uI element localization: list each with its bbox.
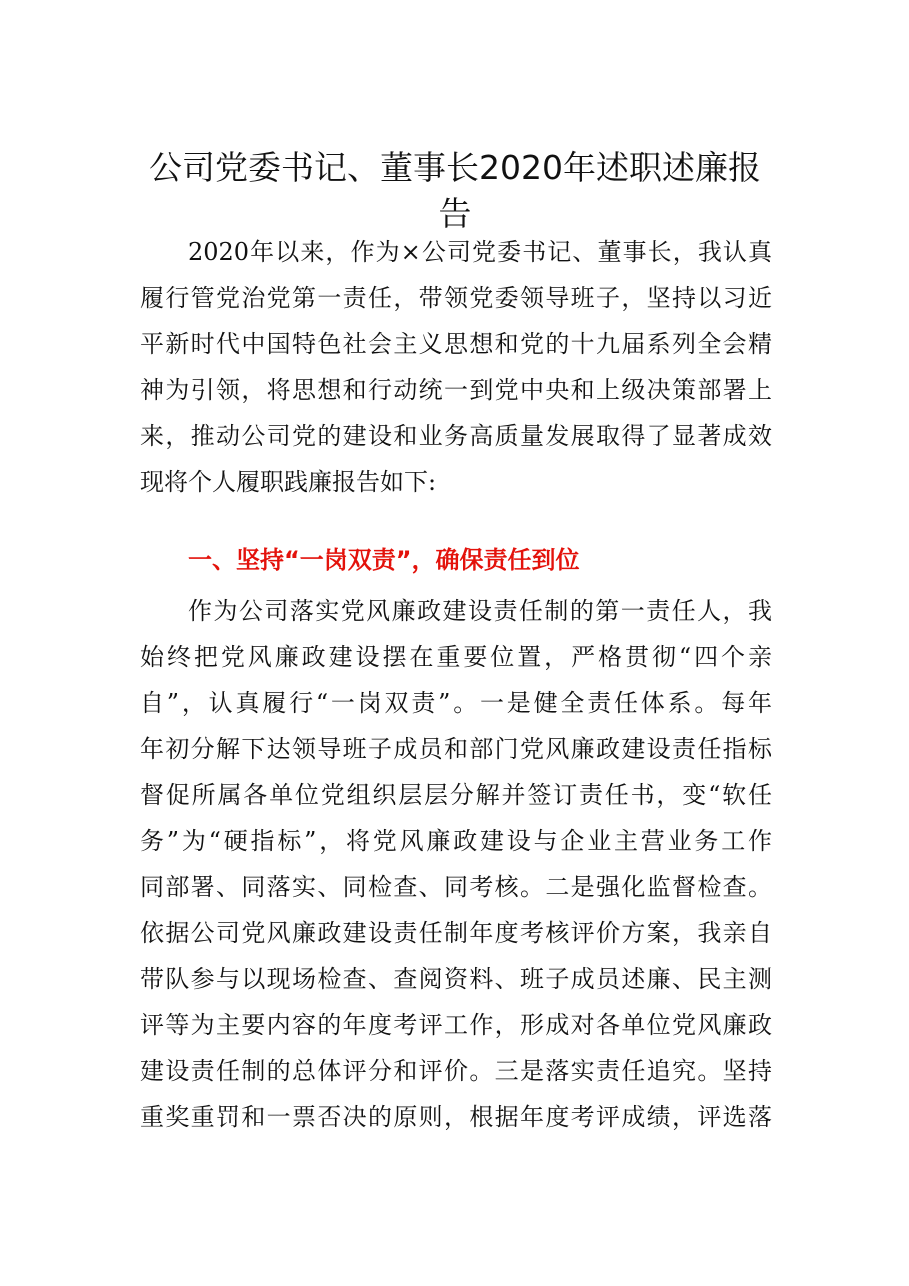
section-line: 同部署、同落实、同检查、同考核。二是强化监督检查。 <box>140 873 772 901</box>
section-line: 评等为主要内容的年度考评工作，形成对各单位党风廉政 <box>140 1011 772 1039</box>
section-line: 督促所属各单位党组织层层分解并签订责任书，变“软任 <box>140 781 772 809</box>
section-line: 建设责任制的总体评分和评价。三是落实责任追究。坚持 <box>140 1057 772 1085</box>
section-line: 带队参与以现场检查、查阅资料、班子成员述廉、民主测 <box>140 965 772 993</box>
intro-line: 来，推动公司党的建设和业务高质量发展取得了显著成效 <box>140 422 772 450</box>
section-line: 务”为“硬指标”，将党风廉政建设与企业主营业务工作 <box>140 827 772 855</box>
section-line: 作为公司落实党风廉政建设责任制的第一责任人，我 <box>188 597 772 625</box>
section-line: 依据公司党风廉政建设责任制年度考核评价方案，我亲自 <box>140 919 772 947</box>
intro-line: 神为引领，将思想和行动统一到党中央和上级决策部署上 <box>140 376 772 404</box>
section-heading: 一、坚持“一岗双责”，确保责任到位 <box>188 546 580 574</box>
intro-line: 2020年以来，作为×公司党委书记、董事长，我认真 <box>188 238 772 266</box>
intro-line: 现将个人履职践廉报告如下: <box>140 468 437 496</box>
intro-line: 履行管党治党第一责任，带领党委领导班子，坚持以习近 <box>140 284 772 312</box>
section-line: 自”，认真履行“一岗双责”。一是健全责任体系。每年 <box>140 689 772 717</box>
section-line: 年初分解下达领导班子成员和部门党风廉政建设责任指标 <box>140 735 772 763</box>
document-title-line-2: 告 <box>438 194 472 233</box>
intro-line: 平新时代中国特色社会主义思想和党的十九届系列全会精 <box>140 330 772 358</box>
section-line: 重奖重罚和一票否决的原则，根据年度考评成绩，评选落 <box>140 1103 772 1131</box>
document-title-line-1: 公司党委书记、董事长2020年述职述廉报 <box>149 148 761 187</box>
section-line: 始终把党风廉政建设摆在重要位置，严格贯彻“四个亲 <box>140 643 772 671</box>
